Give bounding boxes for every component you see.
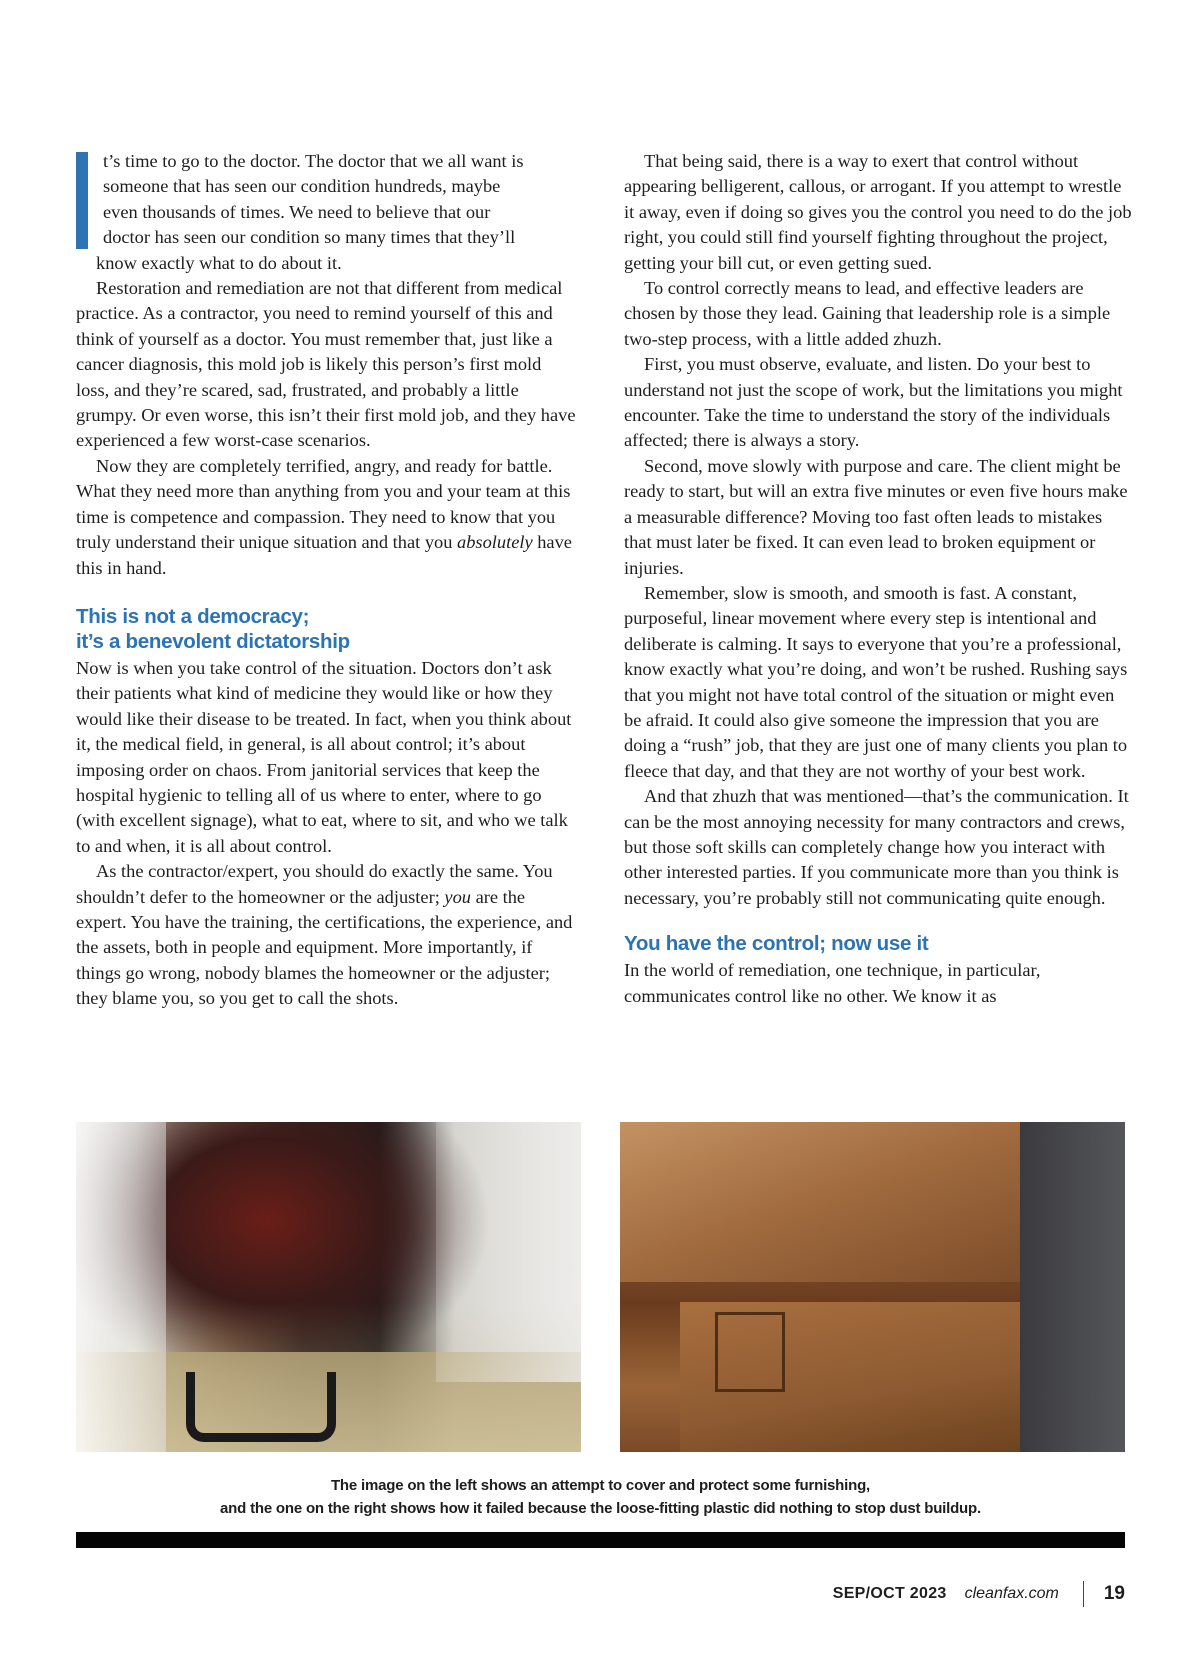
site-url: cleanfax.com bbox=[964, 1585, 1059, 1602]
drop-cap-bar bbox=[76, 152, 88, 249]
photo-plastic-sheet bbox=[436, 1122, 581, 1382]
body-text: As the contractor/expert, you should do exactly the same. You shouldn’t defer to the homeowner or the adjuster; bbox=[76, 861, 553, 907]
body-paragraph: Remember, slow is smooth, and smooth is fast. A constant, purposeful, linear movement where every step is intentional and deliberate is calming. It says to everyone that you’re a professional, know exactly what you’re doing, and won’t be rushed. Rushing says that you might not have total control of the situation or might even be afraid. It could also give someone the impression that you are doing a “rush” job, that they are just one of many clients you plan to fleece that day, and that they are not worthy of your best work. bbox=[624, 582, 1128, 781]
body-paragraph bbox=[76, 859, 578, 1011]
page-footer bbox=[833, 1580, 1125, 1608]
emphasis-text: absolutely bbox=[457, 532, 533, 553]
intro-line: t’s time to go to the doctor. The doctor that we all want is bbox=[103, 151, 524, 171]
photo-caption bbox=[76, 1474, 1125, 1520]
body-paragraph: To control correctly means to lead, and effective leaders are chosen by those they lead. Gaining that leadership role is a simple two-step process, with a little added zhuzh. bbox=[624, 278, 1111, 349]
subheading-line: This is not a democracy; bbox=[76, 604, 310, 628]
body-paragraph: Second, move slowly with purpose and care. The client might be ready to start, but will an extra five minutes or even five hours make a measurable difference? Moving too fast often leads to mistakes that must later be fixed. It can even lead to broken equipment or injuries. bbox=[624, 455, 1128, 578]
issue-date: SEP/OCT 2023 bbox=[832, 1585, 947, 1602]
body-paragraph: Now is when you take control of the situation. Doctors don’t ask their patients what kind of medicine they would like or how they would like their disease to be treated. In fact, when you think about it, the medical field, in general, is all about control; it’s about imposing order on chaos. From janitorial services that keep the hospital hygienic to telling all of us where to enter, where to go (with excellent signage), what to eat, where to sit, and who we talk to and when, it is all about control. bbox=[76, 657, 572, 856]
intro-line: someone that has seen our condition hundreds, maybe bbox=[103, 176, 501, 197]
photo-furniture-panel bbox=[715, 1312, 785, 1392]
emphasis-text: you bbox=[444, 886, 471, 907]
subheading bbox=[76, 604, 578, 654]
photo-table-leg bbox=[186, 1372, 336, 1442]
article-column-left bbox=[76, 149, 578, 1012]
body-paragraph bbox=[76, 454, 578, 581]
photo-wall bbox=[1020, 1122, 1125, 1452]
photo-dusty-furniture bbox=[620, 1122, 1125, 1452]
body-paragraph: And that zhuzh that was mentioned—that’s the communication. It can be the most annoying necessity for many contractors and crews, but those soft skills can completely change how you interact with other interested parties. If you communicate more than you think is necessary, you’re probably still not communicating quite enough. bbox=[624, 786, 1129, 908]
article-column-right bbox=[624, 149, 1132, 1009]
body-text: Now they are completely terrified, angry, and ready for battle. What they need more than anything from you and your team at this time is competence and compassion. They need to know that you truly understand their unique situation and that you bbox=[76, 455, 571, 553]
photo-plastic-sheet bbox=[76, 1122, 166, 1452]
subheading: You have the control; now use it bbox=[624, 932, 929, 956]
body-paragraph: That being said, there is a way to exert that control without appearing belligerent, callous, or arrogant. If you attempt to wrestle it away, even if doing so gives you the control you need to do the job right, you could still find yourself fighting throughout the project, getting your bill cut, or even getting sued. bbox=[624, 151, 1132, 273]
page-number: 19 bbox=[1103, 1583, 1125, 1604]
body-paragraph: Restoration and remediation are not that different from medical practice. As a contractor, you need to remind yourself of this and think of yourself as a doctor. You must remember that, just like a cancer diagnosis, this mold job is likely this person’s first mold loss, and they’re scared, sad, frustrated, and probably a little grumpy. Or even worse, this isn’t their first mold job, and they have experienced a few worst-case scenarios. bbox=[76, 278, 576, 451]
intro-line: even thousands of times. We need to believe that our bbox=[103, 201, 491, 222]
body-text: are the expert. You have the training, the certifications, the experience, and the assets, both in people and equipment. More importantly, if things go wrong, nobody blames the homeowner or the adjuster; they blame you, so you get to call the shots. bbox=[76, 886, 573, 1009]
footer-rule bbox=[76, 1532, 1125, 1548]
intro-line: doctor has seen our condition so many times that they’ll bbox=[103, 227, 516, 248]
footer-divider bbox=[1083, 1581, 1084, 1607]
caption-line: and the one on the right shows how it failed because the loose-fitting plastic did nothing to stop dust buildup. bbox=[220, 1500, 981, 1517]
photo-furniture-top bbox=[620, 1122, 1020, 1282]
body-paragraph: First, you must observe, evaluate, and listen. Do your best to understand not just the scope of work, but the limitations you might encounter. Take the time to understand the story of the individuals affected; there is always a story. bbox=[624, 354, 1123, 451]
body-paragraph: In the world of remediation, one technique, in particular, communicates control like no other. We know it as bbox=[624, 960, 1041, 1006]
caption-line: The image on the left shows an attempt to cover and protect some furnishing, bbox=[330, 1477, 871, 1494]
intro-paragraph bbox=[76, 149, 578, 251]
body-text: have this in hand. bbox=[76, 532, 572, 578]
intro-tail: know exactly what to do about it. bbox=[96, 252, 342, 273]
photo-covered-furnishing bbox=[76, 1122, 581, 1452]
subheading-line: it’s a benevolent dictatorship bbox=[76, 629, 350, 653]
